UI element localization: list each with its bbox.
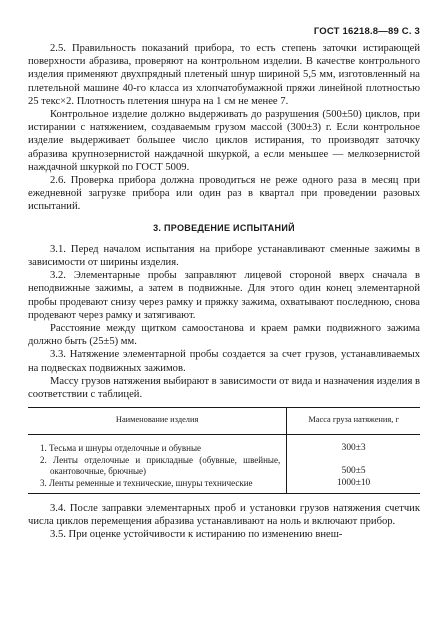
table-row bbox=[28, 434, 420, 454]
table-header-name: Наименование изделия bbox=[28, 408, 287, 435]
table-header-mass: Масса груза натяжения, г bbox=[287, 408, 420, 435]
table-row bbox=[28, 454, 420, 477]
paragraph-weight-mass: Массу грузов натяжения выбирают в зависимости от вида и назначения изделия в соответствии с таблицей. bbox=[28, 375, 420, 401]
table-cell-mass: 1000±10 bbox=[287, 477, 420, 493]
paragraph-3-4: 3.4. После заправки элементарных проб и установки грузов натяжения счетчик числа циклов перемещения абразива устанавливают на ноль и включают прибор. bbox=[28, 502, 420, 527]
page-content bbox=[28, 42, 420, 541]
paragraph-3-1: 3.1. Перед началом испытания на приборе устанавливают сменные зажимы в зависимости от ширины изделия. bbox=[28, 243, 420, 269]
table-cell-name: 1. Тесьма и шнуры отделочные и обувные bbox=[28, 434, 287, 454]
table-row bbox=[28, 477, 420, 493]
paragraph-distance: Расстояние между щитком самоостанова и краем рамки подвижного зажима должно быть (25±5) мм. bbox=[28, 323, 420, 348]
table-header-row bbox=[28, 408, 420, 435]
table-cell-mass: 300±3 bbox=[341, 442, 366, 453]
section-title: 3. ПРОВЕДЕНИЕ ИСПЫТАНИЙ bbox=[153, 222, 295, 233]
weight-table bbox=[28, 407, 420, 494]
table-cell-name: 2. Ленты отделочные и прикладные (обувные, швейные, окантовочные, брючные) bbox=[28, 454, 287, 477]
paragraph-2-6: 2.6. Проверка прибора должна проводиться не реже одного раза в месяц при ежедневной загрузке прибора или один раз в квартал при проведении разовых испытаний. bbox=[28, 175, 420, 213]
table-cell-mass: 500±5 bbox=[341, 465, 366, 476]
paragraph-3-3: 3.3. Натяжение элементарной пробы создается за счет грузов, устанавливаемых на подвесках подвижных зажимов. bbox=[28, 349, 420, 374]
paragraph-2-5: 2.5. Правильность показаний прибора, то есть степень заточки истирающей поверхности абразива, проверяют на контрольном изделии. В качестве контрольного изделия применяют двухпрядный плетеный шнур шириной 5,5 мм, изготовленный на плетельной машине 40-го класса из хлопчатобумажной пряжи линейной плотностью 25 текс×2. Плотность плетения шнура на 1 см не менее 7. bbox=[28, 43, 420, 107]
paragraph-3-5: 3.5. При оценке устойчивости к истиранию по изменению внеш- bbox=[50, 529, 343, 541]
paragraph-control-item: Контрольное изделие должно выдерживать до разрушения (500±50) циклов, при истирании с натяжением, создаваемым грузом массой (300±3) г. Если контрольное изделие выдерживает большее число циклов истирания, то производят заточку абразива крупнозернистой наждачной шкуркой, а если меньшее — мелкозернистой наждачной шкуркой по ГОСТ 5009. bbox=[28, 109, 420, 173]
page-header: ГОСТ 16218.8—89 С. 3 bbox=[313, 26, 420, 37]
paragraph-3-2: 3.2. Элементарные пробы заправляют лицевой стороной вверх сначала в неподвижные зажимы, а затем в подвижные. Для этого один конец элементарной пробы продевают снизу через рамку и пряжку зажима, охватывают последнюю, снова продевают через рамку и затягивают. bbox=[28, 270, 420, 321]
table-cell-name: 3. Ленты ременные и технические, шнуры технические bbox=[28, 477, 287, 493]
